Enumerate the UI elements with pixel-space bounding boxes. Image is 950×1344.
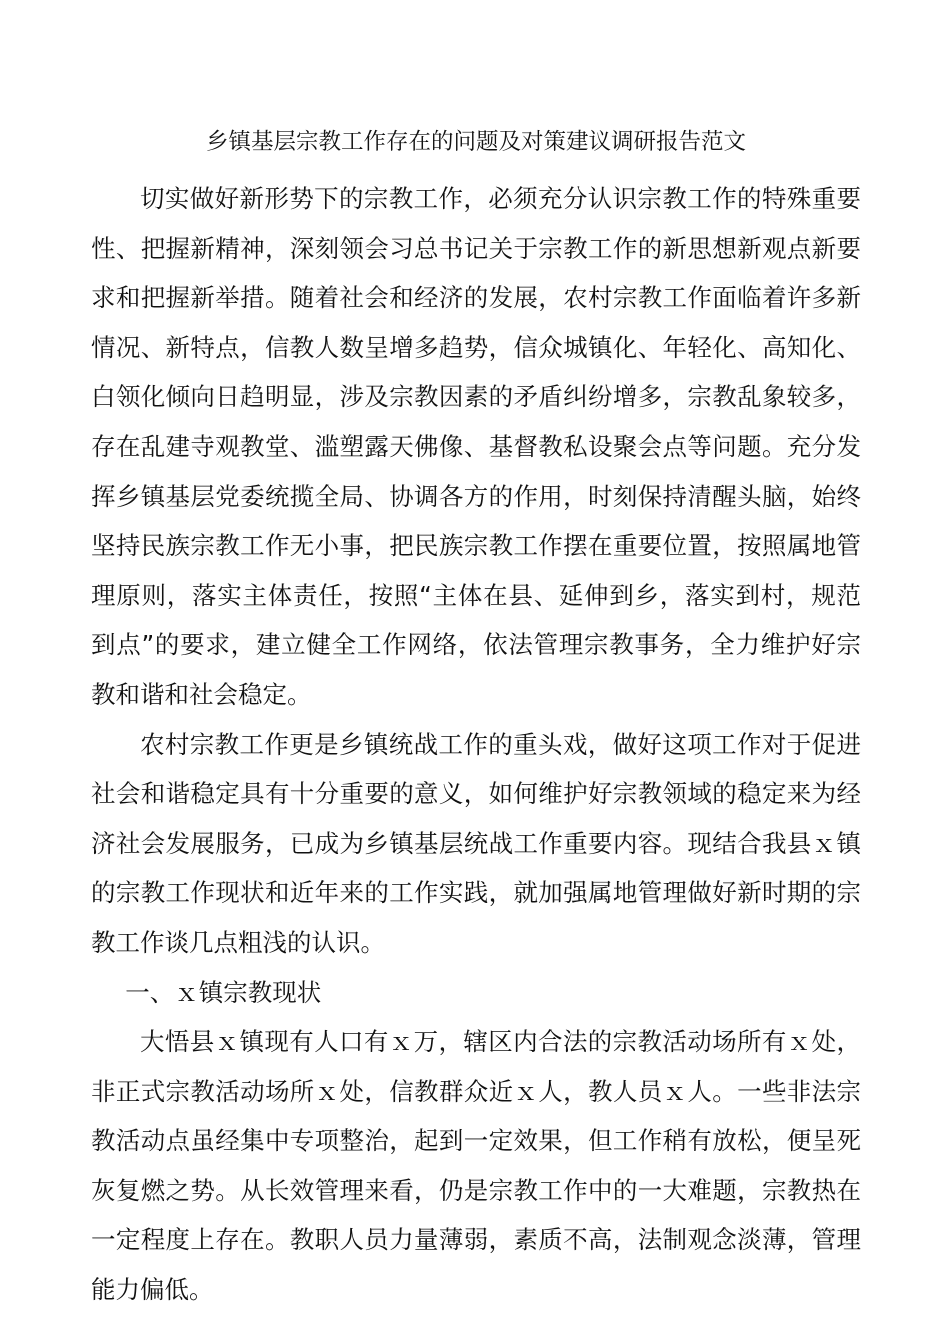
section-heading: 一、ｘ镇宗教现状 xyxy=(125,977,322,1007)
document-page xyxy=(91,122,861,1315)
intro-paragraph: 切实做好新形势下的宗教工作，必须充分认识宗教工作的特殊重要性、把握新精神，深刻领会习总书记关于宗教工作的新思想新观点新要求和把握新举措。随着社会和经济的发展，农村宗教工作面临着许多新情况、新特点，信教人数呈增多趋势，信众城镇化、年轻化、高知化、白领化倾向日趋明显，涉及宗教因素的矛盾纠纷增多，宗教乱象较多，存在乱建寺观教堂、滥塑露天佛像、基督教私设聚会点等问题。充分发挥乡镇基层党委统揽全局、协调各方的作用，时刻保持清醒头脑，始终坚持民族宗教工作无小事，把民族宗教工作摆在重要位置，按照属地管理原则，落实主体责任，按照“主体在县、延伸到乡，落实到村，规范到点”的要求，建立健全工作网络，依法管理宗教事务，全力维护好宗教和谐和社会稳定。 xyxy=(91,184,861,709)
section-paragraph: 大悟县ｘ镇现有人口有ｘ万，辖区内合法的宗教活动场所有ｘ处，非正式宗教活动场所ｘ处，信教群众近ｘ人，教人员ｘ人。一些非法宗教活动点虽经集中专项整治，起到一定效果，但工作稍有放松，便呈死灰复燃之势。从长效管理来看，仍是宗教工作中的一大难题，宗教热在一定程度上存在。教职人员力量薄弱，素质不高，法制观念淡薄，管理能力偏低。 xyxy=(91,1027,861,1305)
document-title: 乡镇基层宗教工作存在的问题及对策建议调研报告范文 xyxy=(205,129,746,155)
context-paragraph: 农村宗教工作更是乡镇统战工作的重头戏，做好这项工作对于促进社会和谐稳定具有十分重要的意义，如何维护好宗教领域的稳定来为经济社会发展服务，已成为乡镇基层统战工作重要内容。现结合我县ｘ镇的宗教工作现状和近年来的工作实践，就加强属地管理做好新时期的宗教工作谈几点粗浅的认识。 xyxy=(91,729,861,957)
